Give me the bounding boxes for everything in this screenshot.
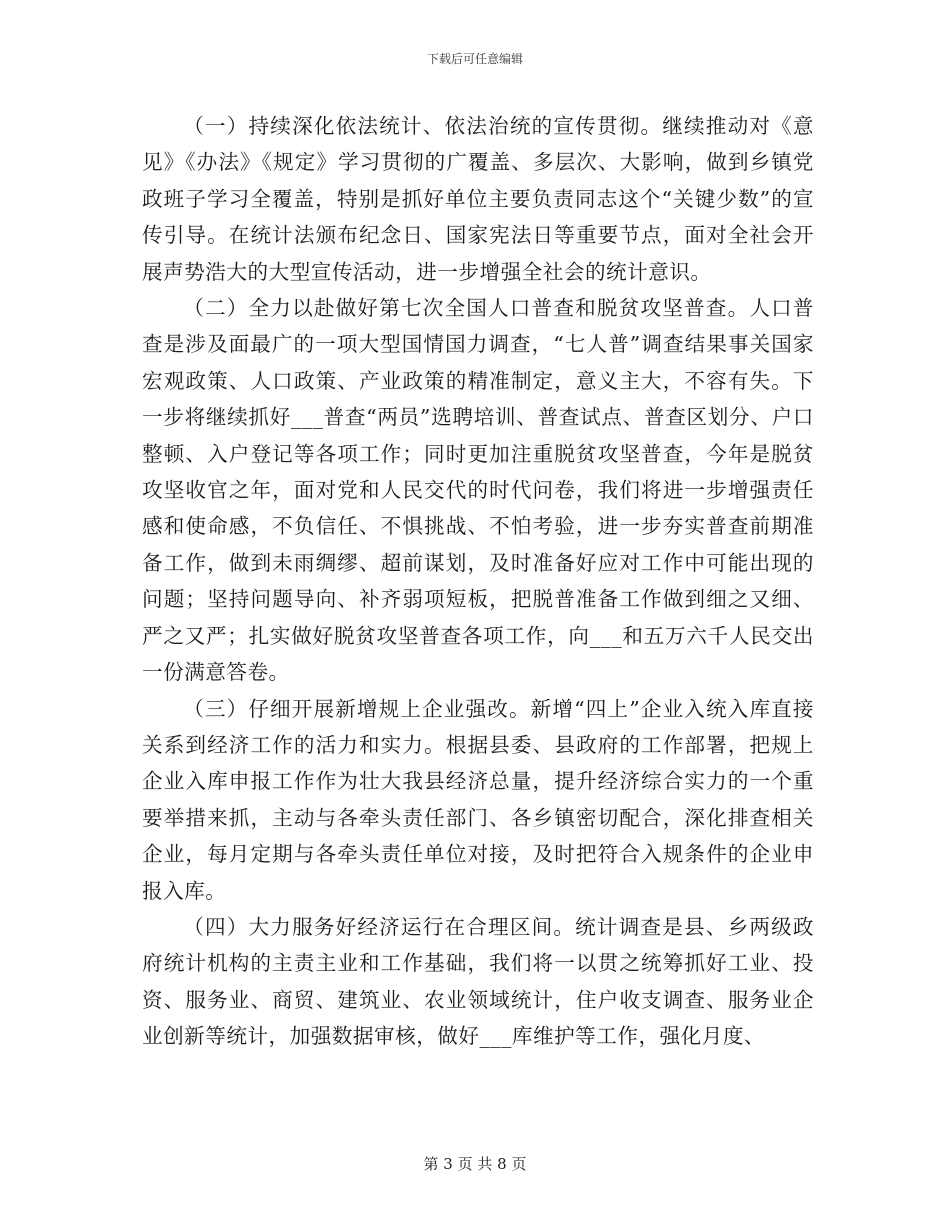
paragraph-4: （四）大力服务好经济运行在合理区间。统计调查是县、乡两级政府统计机构的主责主业和工作基础，我们将一以贯之统筹抓好工业、投资、服务业、商贸、建筑业、农业领域统计，住户收支调查、服务业企业创新等统计，加强数据审核，做好___库维护等工作，强化月度、 xyxy=(142,914,814,1049)
page-number-footer: 第 3 页 共 8 页 xyxy=(423,1155,527,1173)
paragraph-3: （三）仔细开展新增规上企业强改。新增“四上”企业入统入库直接关系到经济工作的活力和实力。根据县委、县政府的工作部署，把规上企业入库申报工作作为壮大我县经济总量，提升经济综合实力的一个重要举措来抓，主动与各牵头责任部门、各乡镇密切配合，深化排查相关企业，每月定期与各牵头责任单位对接，及时把符合入规条件的企业申报入库。 xyxy=(142,696,814,903)
paragraph-1: （一）持续深化依法统计、依法治统的宣传贯彻。继续推动对《意见》《办法》《规定》学习贯彻的广覆盖、多层次、大影响，做到乡镇党政班子学习全覆盖，特别是抓好单位主要负责同志这个“关键少数”的宣传引导。在统计法颁布纪念日、国家宪法日等重要节点，面对全社会开展声势浩大的大型宣传活动，进一步增强全社会的统计意识。 xyxy=(142,114,814,284)
paragraph-2: （二）全力以赴做好第七次全国人口普查和脱贫攻坚普查。人口普查是涉及面最广的一项大型国情国力调查，“七人普”调查结果事关国家宏观政策、人口政策、产业政策的精准制定，意义主大，不容有失。下一步将继续抓好___普查“两员”选聘培训、普查试点、普查区划分、户口整顿、入户登记等各项工作；同时更加注重脱贫攻坚普查，今年是脱贫攻坚收官之年，面对党和人民交代的时代问卷，我们将进一步增强责任感和使命感，不负信任、不惧挑战、不怕考验，进一步夯实普查前期准备工作，做到未雨绸缪、超前谋划，及时准备好应对工作中可能出现的问题；坚持问题导向、补齐弱项短板，把脱普准备工作做到细之又细、严之又严；扎实做好脱贫攻坚普查各项工作，向___和五万六千人民交出一份满意答卷。 xyxy=(142,296,814,685)
page-header: 下载后可任意编辑 xyxy=(426,52,523,66)
document-body xyxy=(142,108,814,1055)
